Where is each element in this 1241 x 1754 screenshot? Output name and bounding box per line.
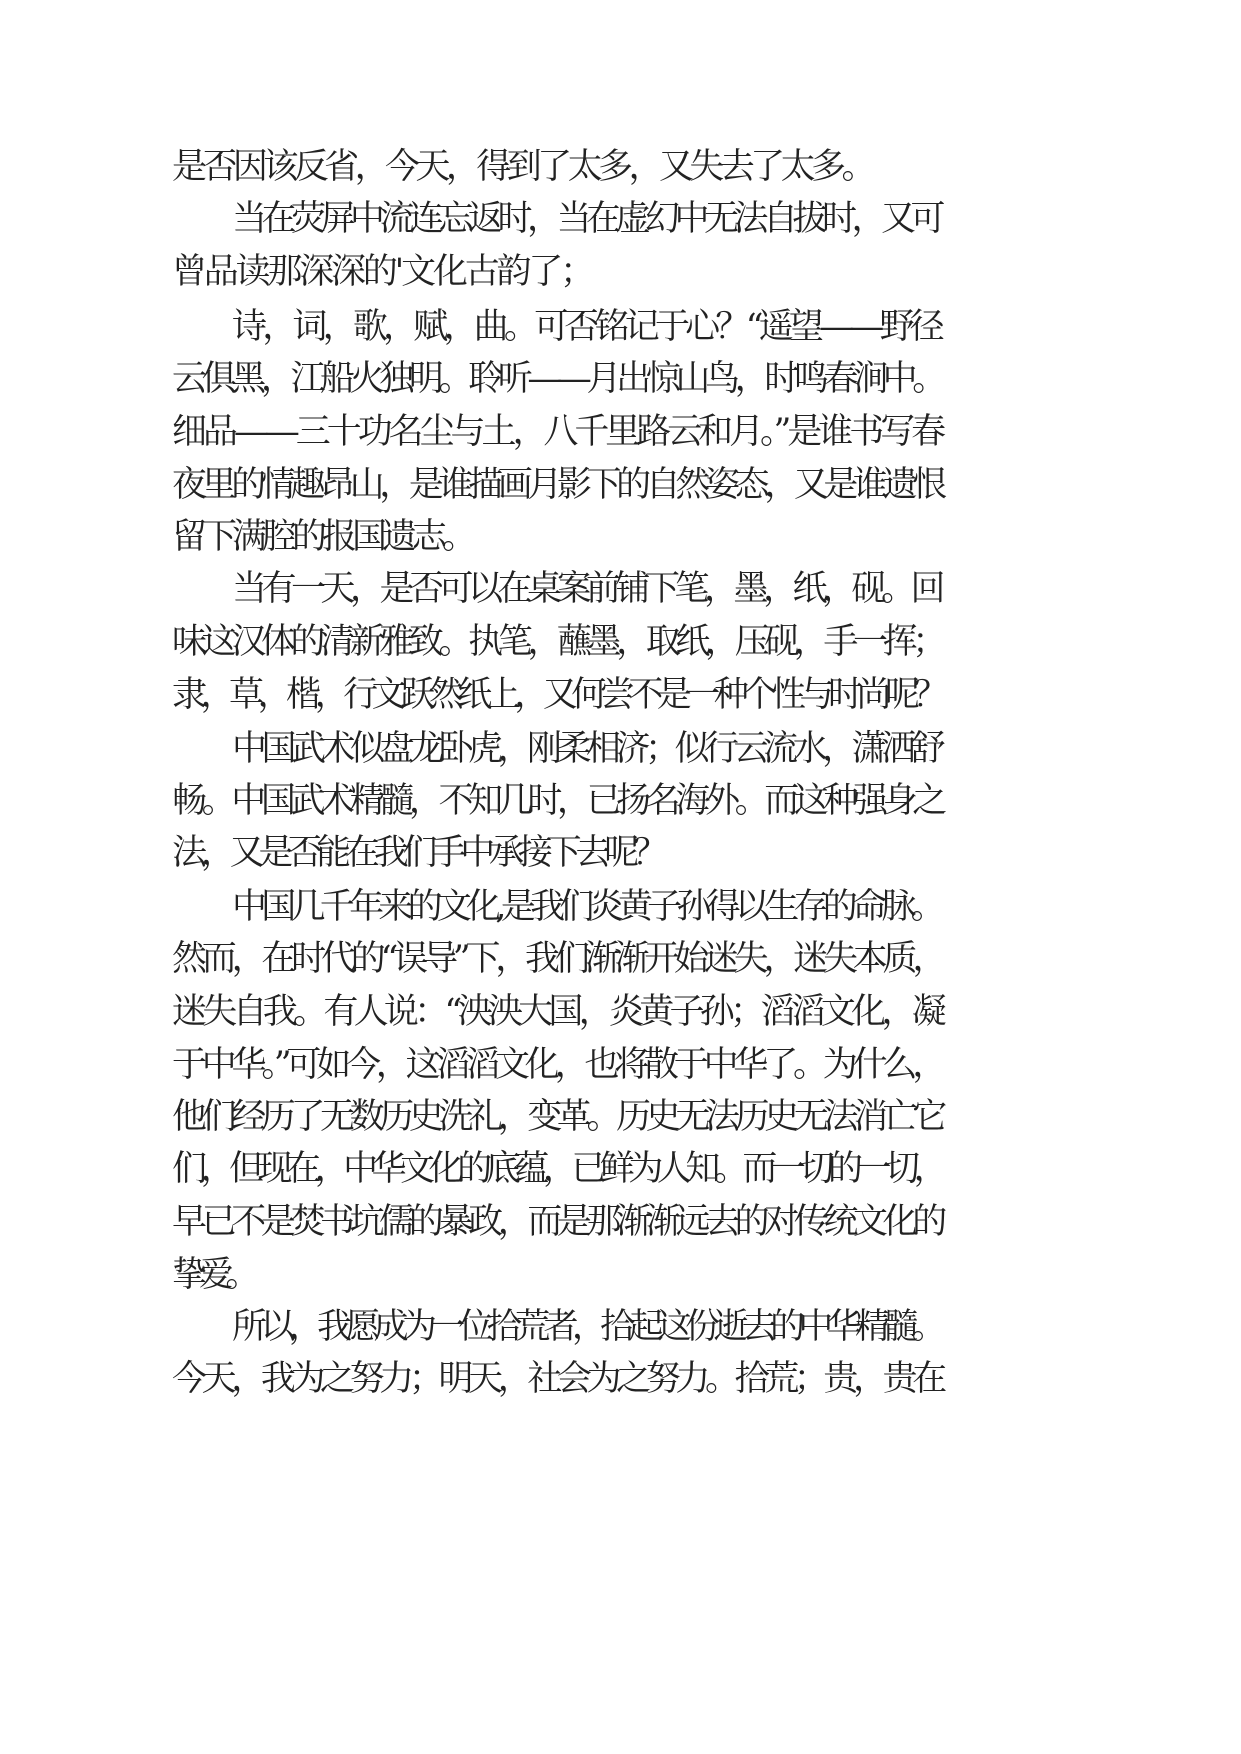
text-line: 所以，我愿成为一位拾荒者，拾起这份逝去的中华精髓。 [232, 1307, 941, 1347]
text-line: 细品——三十功名尘与土，八千里路云和月。”是谁书写春 [172, 412, 943, 452]
text-line: 畅。中国武术精髓，不知几时，已扬名海外。而这种强身之 [172, 781, 942, 821]
text-line: 曾品读那深深的'文化古韵了； [172, 252, 592, 292]
text-line: 中国武术似盘龙卧虎，刚柔相济；似行云流水，潇洒舒 [232, 729, 941, 769]
text-line: 法，又是否能在我们手中承接下去呢？ [172, 833, 662, 873]
text-line: 是否因该反省，今天，得到了太多，又失去了太多。 [172, 147, 872, 187]
text-line: 然而，在时代的“误导”下，我们渐渐开始迷失，迷失本质， [172, 939, 943, 979]
text-line: 今天，我为之努力；明天，社会为之努力。拾荒；贵，贵在 [172, 1359, 942, 1399]
text-line: 夜里的情趣昂山，是谁描画月影下的自然姿态，又是谁遗恨 [172, 465, 942, 505]
text-line: 当在荧屏中流连忘返时，当在虚幻中无法自拔时，又可 [232, 199, 941, 239]
text-line: 当有一天，是否可以在桌案前铺下笔，墨，纸，砚。回 [232, 569, 941, 609]
text-line: 中国几千年来的文化,是我们炎黄子孙得以生存的命脉。 [232, 887, 940, 927]
text-line: 们，但现在，中华文化的底蕴，已鲜为人知。而一切的一切， [172, 1149, 943, 1189]
text-line: 于中华。”可如今，这滔滔文化，也将散于中华了。为什么， [172, 1045, 942, 1085]
text-line: 味这汉体的清新雅致。执笔，蘸墨，取纸，压砚，手一挥； [172, 622, 942, 662]
text-line: 早已不是焚书坑儒的暴政，而是那渐渐远去的对传统文化的 [172, 1202, 942, 1242]
text-line: 云俱黑，江船火独明。聆听——月出惊山鸟，时鸣春涧中。 [172, 359, 942, 399]
text-line: 他们经历了无数历史洗礼，变革。历史无法历史无法消亡它 [172, 1097, 942, 1137]
text-line: 诗，词，歌，赋，曲。可否铭记于心？“遥望——野径 [232, 307, 940, 347]
text-line: 迷失自我。有人说：“泱泱大国，炎黄子孙；滔滔文化，凝 [172, 992, 942, 1032]
text-line: 挚爱。 [172, 1255, 252, 1295]
text-line: 留下满腔的报国遗志。 [172, 517, 473, 557]
text-line: 隶，草，楷，行文跃然纸上，又何尝不是一种个性与时尚呢？ [172, 675, 943, 715]
